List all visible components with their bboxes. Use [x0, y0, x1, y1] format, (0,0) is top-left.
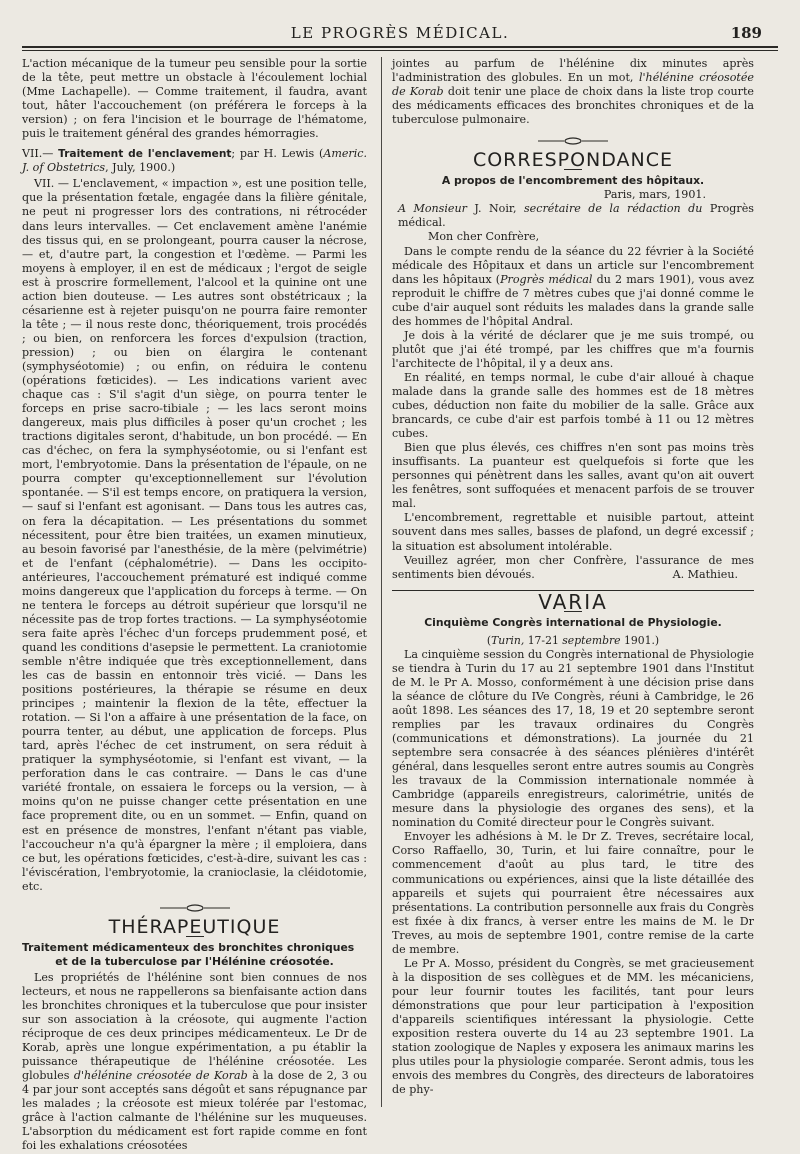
running-header: [22, 22, 778, 44]
paragraph-continued: [392, 57, 754, 127]
correspondance-subhead: A propos de l'encombrement des hôpitaux.: [441, 174, 705, 188]
varia-year: 1901.: [623, 633, 655, 647]
varia-subhead: Cinquième Congrès international de Physiologie.: [424, 615, 722, 629]
letter-p6-text: Veuillez agréer, mon cher Confrère, l'assurance de mes sentiments bien dévoués.: [392, 553, 754, 581]
continued-a: jointes au parfum de l'hélénine dix minutes après l'administration des globules. En un mot,: [392, 57, 754, 85]
address-a: A Monsieur: [398, 202, 467, 216]
therapeutique-article-title: [22, 941, 367, 969]
left-column: [22, 57, 374, 1153]
paragraph-intro: L'action mécanique de la tumeur peu sensible pour la sortie de la tête, peut mettre un obstacle à l'écoulement lochial (Mme Lachapelle). — Comme traitement, il faudra, avant tout, hâter l'accouchement (on préférera le forceps à la version) ; on fera l'incision et le bourrage de l'hématome, puis le traitement général des grandes hémorragies.: [22, 57, 367, 141]
letter-paragraph-3: En réalité, en temps normal, le cube d'air alloué à chaque malade dans la grande salle des hommes est de 18 mètres cubes, déduction non faite du mobilier de la salle. Grâce aux brancards, ce cube d'air est parfois tombé à 11 ou 12 mètres cubes.: [392, 370, 754, 441]
section-number: VII.—: [22, 147, 54, 161]
letter-paragraph-1: [392, 245, 754, 329]
letter-address: [392, 202, 754, 230]
section-vii-title: [22, 147, 367, 175]
varia-dates: 17-21: [527, 633, 559, 647]
varia-heading: VARIA: [538, 589, 608, 614]
letter-paragraph-2: Je dois à la vérité de déclarer que je me suis trompé, ou plutôt que j'ai été trompé, par les chiffres que m'a fournis l'architecte de l'hôpital, il y a deux ans.: [392, 328, 754, 370]
paragraph-enclavement: VII. — L'enclavement, « impaction », est une position telle, que la présentation fœtale, engagée dans la filière génitale, ne peut ni progresser lors des contrations, ni rétrocéder dans leurs intervalles. — Cet enclavement amène l'anémie des tissus qui, en se prolongeant, pourra causer la nécrose, — et, d'autre part, la congestion et l'œdème. — Parmi les moyens à employer, il en est de médicaux ; l'ergot de seigle est à proscrire formellement, l'alcool et la quinine ont une action bien douteuse. — Les autres sont obstétricaux ; la césarienne est à rejeter puisqu'on ne pourra faire remonter la tête ; — il nous reste donc, théoriquement, trois procédés ; ou bien, on renforcera les forces d'expulsion (traction, pression) ; ou bien on élargira le contenant (symphyséotomie) ; ou enfin, on réduira le contenu (opérations fœticides). — Les indications varient avec chaque cas : S'il s'agit d'un siège, on pourra tenter le forceps en prise sacro-tibiale ; — les lacs seront moins dangereux, mais plus difficiles à poser qu'un crochet ; les tractions digitales seront, d'habitude, un bon procédé. — En cas d'échec, on fera la symphyséotomie, ou si l'enfant est mort, l'embryotomie. Dans la présentation de l'épaule, on ne pourra compter qu'exceptionnellement sur l'évolution spontanée. — S'il est temps encore, on pratiquera la version, — sauf si l'enfant est agonisant. — Dans tous les autres cas, on fera la décapitation. — Les présentations du sommet nécessitent, pour être bien traitées, un examen minutieux, au besoin favorisé par l'anesthésie, de la mère (pelvimétrie) et de l'enfant (céphalométrie). — Dans les occipito-antérieures, l'accouchement prématuré est indiqué comme moins dangereux que l'application du forceps à terme. — On ne tentera le forceps au détroit supérieur que lorsqu'il ne nécessite pas de trop fortes tractions. — La symphyséotomie sera faite après l'échec d'un forceps prudemment posé, et quand les conditions d'asepsie le permettent. La craniotomie semble n'être indiquée que très exceptionnellement, dans les cas de bassin en entonnoir très vicié. — Dans les positions postérieures, la thérapie se résume en deux principes ; maintenir la flexion de la tête, effectuer la rotation. — Si l'on a affaire à une présentation de la face, on pourra tenter, au début, une application de forceps. Plus tard, après l'échec de cet instrument, on sera réduit à pratiquer la symphyséotomie, si l'enfant est vivant, — la perforation dans le cas contraire. — Dans le cas d'une variété frontale, on essaiera le forceps ou la version, — à moins qu'on ne puisse changer cette présentation en une face proprement dite, ou en un sommet. — Enfin, quand on est en présence de monstres, l'enfant n'étant pas viable, l'accoucheur n'a qu'à épargner la mère ; il emploiera, dans ce but, les opérations fœticides, c'est-à-dire, suivant les cas : l'éviscération, l'embryotomie, la cranioclasie, la cléidotomie, etc.: [22, 177, 367, 893]
page-number: 189: [730, 24, 762, 42]
letter-paragraph-6: [392, 554, 754, 582]
paragraph-helenine: [22, 971, 367, 1154]
varia-paragraph-2: Envoyer les adhésions à M. le Dr Z. Treves, secrétaire local, Corso Raffaello, 30, Turin, et lui faire connaître, pour le commencement d'août au plus tard, le titre des communications ou expériences, ainsi que la liste détaillée des appareils et sujets qui pourraient être nécessaires aux présentations. La contribution personnelle aux frais du Congrès est fixée à dix francs, à verser entre les mains de M. le Dr Treves, au mois de septembre 1901, contre remise de la carte de membre.: [392, 830, 754, 956]
varia-paragraph-3: Le Pr A. Mosso, président du Congrès, se met gracieusement à la disposition de ses collègues et de MM. les mécaniciens, pour leur fournir toutes les facilités, tant pour leurs démonstrations que pour leur participation à l'exposition d'appareils scientifiques intéressant la physiologie. Cette exposition restera ouverte du 14 au 23 septembre 1901. La station zoologique de Naples y exposera les animaux marins les plus utiles pour la physiologie comparée. Seront admis, tous les envois des membres du Congrès, des directeurs de laboratoires de phy-: [392, 956, 754, 1097]
right-column: [389, 57, 754, 1107]
address-name: J. Noir,: [474, 202, 517, 216]
ornament-divider: [22, 902, 367, 914]
ornament-divider-right: [392, 135, 754, 147]
two-column-body: [22, 57, 778, 1153]
section-author: ; par H. Lewis (: [231, 147, 324, 161]
varia-place-dates: (Turin, 17-21 septembre 1901.): [486, 633, 660, 647]
letter-p1-a: Dans le compte rendu de la séance du 22 février à la Société médicale des Hôpitaux et dans un article sur l'encombrement dans les hôpitaux (: [392, 244, 754, 286]
column-separator: [381, 57, 382, 1107]
header-rule: [22, 46, 778, 48]
article-title-line1: Traitement médicamenteux des bronchites chroniques: [22, 940, 355, 954]
section-heading: Traitement de l'enclavement: [58, 148, 232, 161]
varia-paragraph-1: La cinquième session du Congrès international de Physiologie se tiendra à Turin du 17 au 21 septembre 1901 dans l'Institut de M. le Pr A. Mosso, conformément à une décision prise dans la séance de clôture du IVe Congrès, réuni à Cambridge, le 26 août 1898. Les séances des 17, 18, 19 et 20 septembre seront remplies par les travaux ordinaires du Congrès (communications et démonstrations). La journée du 21 septembre sera consacrée à des séances plénières d'intérêt général, dans lesquelles seront entre autres soumis au Congrès les travaux de la Commission internationale nommée à Cambridge (appareils enregistreurs, calorimétrie, unités de mesure dans la physiologie des organes des sens), et la nomination du Comité directeur pour le Congrès suivant.: [392, 647, 754, 830]
paragraph-helenine-italic: d'hélénine créosotée de Korab: [73, 1069, 248, 1083]
letter-p1-italic: Progrès médical: [500, 272, 593, 286]
letter-p1-b: du 2 mars 1901), vous avez reproduit le chiffre de 7 mètres cubes que j'ai donné comme le cube d'air auquel sont réduits les malades dans la grande salle des hommes de l'hôpital Andral.: [392, 272, 754, 328]
section-date: , July, 1900.): [105, 161, 176, 175]
header-rule-thin: [22, 50, 778, 51]
ornament-icon: [160, 904, 230, 912]
letter-place-date: Paris, mars, 1901.: [603, 188, 706, 202]
paragraph-helenine-b: à la dose de 2, 3 ou 4 par jour sont acceptés sans dégoût et sans répugnance par les malades ; la créosote est mieux tolérée par l'estomac, grâce à l'action calmante de l'hélénine sur les muqueuses. L'absorption du médicament est fort rapide comme en font foi les exhalations créosotées: [22, 1069, 368, 1153]
letter-signature: A. Mathieu.: [672, 567, 738, 581]
letter-salutation: Mon cher Confrère,: [428, 230, 540, 244]
letter-paragraph-4: Bien que plus élevés, ces chiffres n'en sont pas moins très insuffisants. La puanteur est quelquefois si forte que les personnes qui pénètrent dans les salles, avant qu'on ait ouvert les fenêtres, sont suffoquées et menacent parfois de se trouver mal.: [392, 441, 754, 511]
address-role: secrétaire de la rédaction du: [523, 202, 703, 216]
article-title-line2: et de la tuberculose par l'Hélénine créosotée.: [55, 954, 334, 968]
correspondance-heading: CORRESPONDANCE: [472, 149, 674, 172]
paragraph-helenine-a: Les propriétés de l'hélénine sont bien connues de nos lecteurs, et nous ne rappellerons sa bienfaisante action dans les bronchites chroniques et la tuberculose que pour insister sur son association à la créosote, qui augmente l'action réciproque de ces deux principes médicamenteux. Le Dr de Korab, après une longue expérimentation, a pu établir la puissance thérapeutique de l'hélénine créosotée. Les globules: [22, 970, 367, 1083]
journal-title: LE PROGRÈS MÉDICAL.: [290, 24, 510, 42]
ornament-icon: [538, 137, 608, 145]
therapeutique-heading: THÉRAPEUTIQUE: [108, 915, 281, 938]
letter-paragraph-5: L'encombrement, regrettable et nuisible partout, atteint souvent dans mes salles, basses de plafond, un degré excessif ; la situation est absolument intolérable.: [392, 511, 754, 553]
address-journal: Progrès médical.: [398, 202, 754, 230]
varia-place: Turin,: [491, 633, 525, 647]
section-journal: Americ. J. of Obstetrics: [22, 147, 367, 175]
varia-month: septembre: [562, 633, 621, 647]
continued-italic: l'hélénine créosotée de Korab: [392, 71, 754, 99]
continued-b: doit tenir une place de choix dans la liste trop courte des médicaments efficaces des bronchites chroniques et de la tuberculose pulmonaire.: [392, 85, 754, 127]
